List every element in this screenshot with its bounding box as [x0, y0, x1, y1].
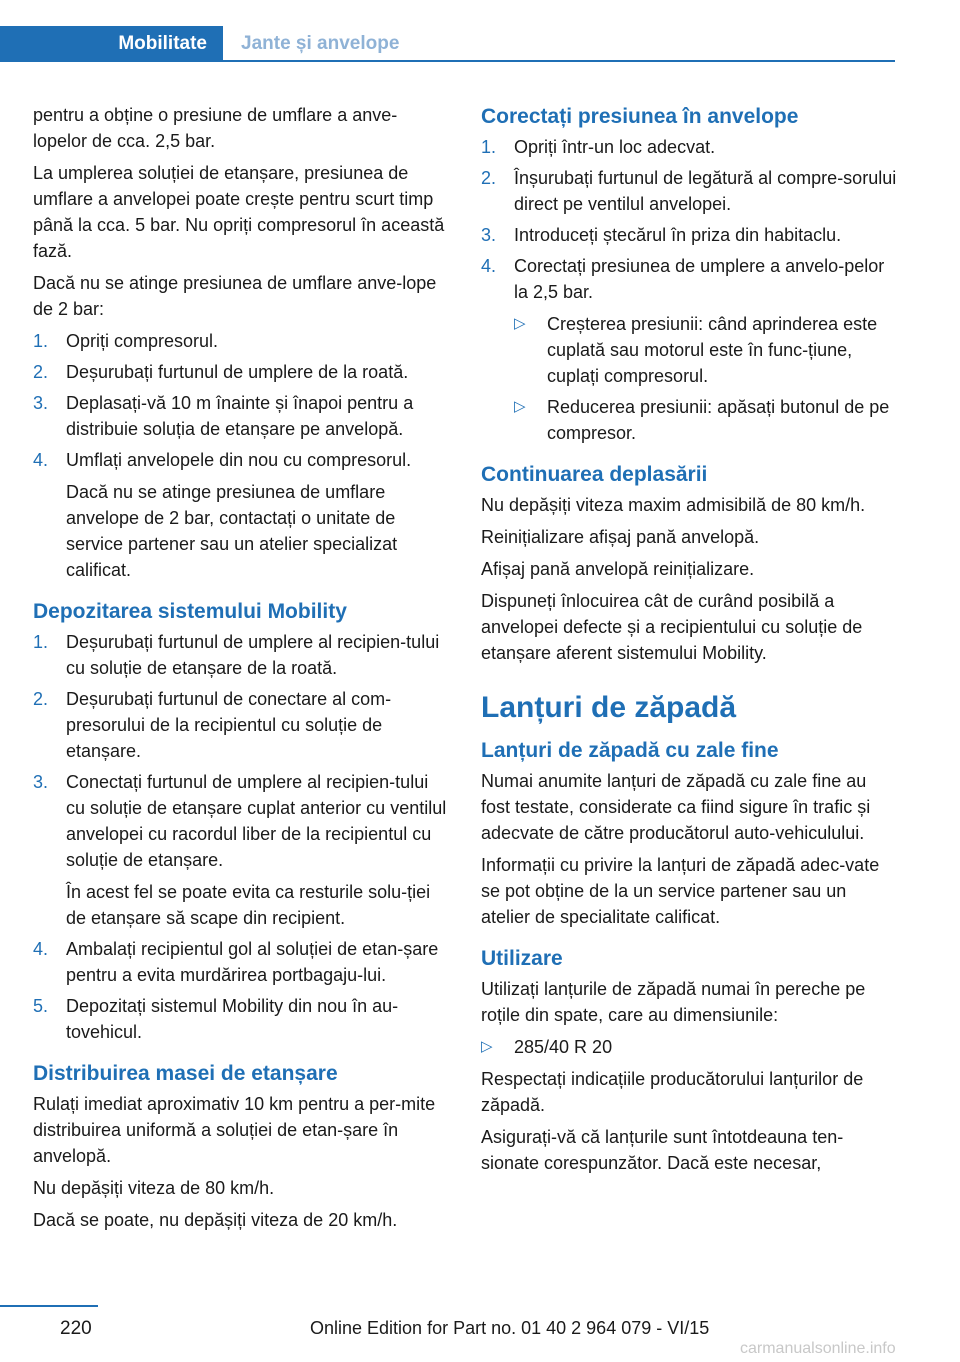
step-number: 2. — [33, 362, 49, 382]
step-note: În acest fel se poate evita ca resturile solu-ției de etanșare să scape din recipient. — [66, 882, 431, 928]
left-column — [33, 102, 451, 1239]
triangle-bullet-icon: ▷ — [514, 315, 526, 332]
step-number: 3. — [33, 772, 49, 792]
section-tab-jante[interactable] — [241, 26, 399, 62]
bullet-list — [514, 311, 899, 446]
edition-info: Online Edition for Part no. 01 40 2 964 079 - VI/15 — [310, 1318, 710, 1338]
list-item — [514, 311, 899, 389]
list-item — [481, 222, 899, 248]
paragraph: Dacă se poate, nu depășiți viteza de 20 km/h. — [33, 1210, 398, 1230]
page-number: 220 — [60, 1318, 92, 1339]
section-heading: Lanțuri de zăpadă cu zale fine — [481, 739, 779, 762]
step-number: 1. — [33, 632, 49, 652]
section-heading: Distribuirea masei de etanșare — [33, 1062, 338, 1085]
step-text: Deșurubați furtunul de umplere de la roată. — [66, 362, 409, 382]
paragraph: Utilizați lanțurile de zăpadă numai în pereche pe roțile din spate, care au dimensiunile: — [481, 979, 866, 1025]
step-text: Corectați presiunea de umplere a anvelo-pelor la 2,5 bar. — [514, 256, 885, 302]
triangle-bullet-icon: ▷ — [481, 1038, 493, 1055]
step-number: 4. — [33, 939, 49, 959]
step-number: 3. — [481, 225, 497, 245]
bullet-text: Reducerea presiunii: apăsați butonul de pe compresor. — [547, 397, 890, 443]
paragraph: Asigurați-vă că lanțurile sunt întotdeauna ten-sionate corespunzător. Dacă este necesar, — [481, 1127, 844, 1173]
list-item — [33, 993, 451, 1045]
bullet-text: Creșterea presiunii: când aprinderea este cuplată sau motorul este în func-țiune, cuplați compresorul. — [547, 314, 878, 386]
paragraph: Dispuneți înlocuirea cât de curând posibilă a anvelopei defecte și a recipientului cu soluție de etanșare aferent sistemului Mobility. — [481, 591, 863, 663]
section-heading: Corectați presiunea în anvelope — [481, 105, 799, 128]
paragraph: pentru a obține o presiune de umflare a anve-lopelor de cca. 2,5 bar. — [33, 105, 398, 151]
list-item — [33, 686, 451, 764]
paragraph: Respectați indicațiile producătorului lanțurilor de zăpadă. — [481, 1069, 864, 1115]
list-item — [481, 253, 899, 446]
step-number: 4. — [33, 450, 49, 470]
step-number: 4. — [481, 256, 497, 276]
list-item — [481, 1034, 899, 1060]
header-bar — [0, 26, 895, 62]
list-item — [33, 936, 451, 988]
bullet-list — [481, 1034, 899, 1060]
step-text: Deșurubați furtunul de conectare al com-presorului de la recipientul cu soluție de etanșare. — [66, 689, 392, 761]
triangle-bullet-icon: ▷ — [514, 398, 526, 415]
paragraph: Reinițializare afișaj pană anvelopă. — [481, 527, 760, 547]
paragraph: Dacă nu se atinge presiunea de umflare anve-lope de 2 bar: — [33, 273, 437, 319]
paragraph: Informații cu privire la lanțuri de zăpadă adec-vate se pot obține de la un service partener sau un atelier de specialitate calificat. — [481, 855, 880, 927]
list-item — [33, 447, 451, 583]
list-item — [33, 328, 451, 354]
step-number: 1. — [33, 331, 49, 351]
step-text: Înșurubați furtunul de legătură al compre-sorului direct pe ventilul anvelopei. — [514, 168, 897, 214]
list-item — [514, 394, 899, 446]
steps-list — [33, 629, 451, 1045]
step-text: Opriți compresorul. — [66, 331, 219, 351]
paragraph: Afișaj pană anvelopă reinițializare. — [481, 559, 755, 579]
section-heading: Continuarea deplasării — [481, 463, 708, 486]
footer-divider — [0, 1305, 98, 1307]
step-text: Conectați furtunul de umplere al recipien-tului cu soluție de etanșare cuplat anterior cu ventilul anvelopei cu racordul liber de la recipientul cu soluție de etanșare. — [66, 772, 447, 870]
steps-list — [33, 328, 451, 583]
step-number: 3. — [33, 393, 49, 413]
step-text: Ambalați recipientul gol al soluției de etan-șare pentru a evita murdărirea portbagaju-lui. — [66, 939, 439, 985]
list-item — [33, 359, 451, 385]
watermark: carmanualsonline.info — [740, 1340, 896, 1357]
bullet-text: 285/40 R 20 — [514, 1037, 613, 1057]
list-item — [481, 134, 899, 160]
section-tab-mobilitate[interactable] — [0, 26, 223, 62]
step-text: Introduceți ștecărul în priza din habitaclu. — [514, 225, 842, 245]
steps-list — [481, 134, 899, 446]
list-item — [33, 629, 451, 681]
list-item — [33, 769, 451, 931]
list-item — [33, 390, 451, 442]
section-tab-label: Mobilitate — [118, 33, 207, 54]
step-text: Deșurubați furtunul de umplere al recipien-tului cu soluție de etanșare de la roată. — [66, 632, 440, 678]
paragraph: Nu depășiți viteza maxim admisibilă de 80 km/h. — [481, 495, 866, 515]
step-number: 2. — [481, 168, 497, 188]
list-item — [481, 165, 899, 217]
step-number: 1. — [481, 137, 497, 157]
right-column — [481, 102, 899, 1182]
step-number: 5. — [33, 996, 49, 1016]
chapter-heading: Lanțuri de zăpadă — [481, 691, 737, 724]
section-tab-label: Jante și anvelope — [241, 33, 400, 54]
step-number: 2. — [33, 689, 49, 709]
step-note: Dacă nu se atinge presiunea de umflare anvelope de 2 bar, contactați o unitate de service partener sau un atelier specializat calificat. — [66, 482, 398, 580]
step-text: Umflați anvelopele din nou cu compresorul. — [66, 450, 412, 470]
section-heading: Utilizare — [481, 947, 563, 970]
step-text: Opriți într-un loc adecvat. — [514, 137, 716, 157]
step-text: Deplasați-vă 10 m înainte și înapoi pentru a distribuie soluția de etanșare pe anvelopă. — [66, 393, 414, 439]
step-text: Depozitați sistemul Mobility din nou în au-tovehicul. — [66, 996, 399, 1042]
paragraph: Rulați imediat aproximativ 10 km pentru a per-mite distribuirea uniformă a soluției de etan-șare în anvelopă. — [33, 1094, 436, 1166]
paragraph: La umplerea soluției de etanșare, presiunea de umflare a anvelopei poate crește pentru scurt timp până la cca. 5 bar. Nu opriți compresorul în această fază. — [33, 163, 445, 261]
section-heading: Depozitarea sistemului Mobility — [33, 600, 347, 623]
paragraph: Nu depășiți viteza de 80 km/h. — [33, 1178, 275, 1198]
paragraph: Numai anumite lanțuri de zăpadă cu zale fine au fost testate, considerate ca fiind sigure în trafic și adecvate de către producătorul auto-vehiculului. — [481, 771, 871, 843]
